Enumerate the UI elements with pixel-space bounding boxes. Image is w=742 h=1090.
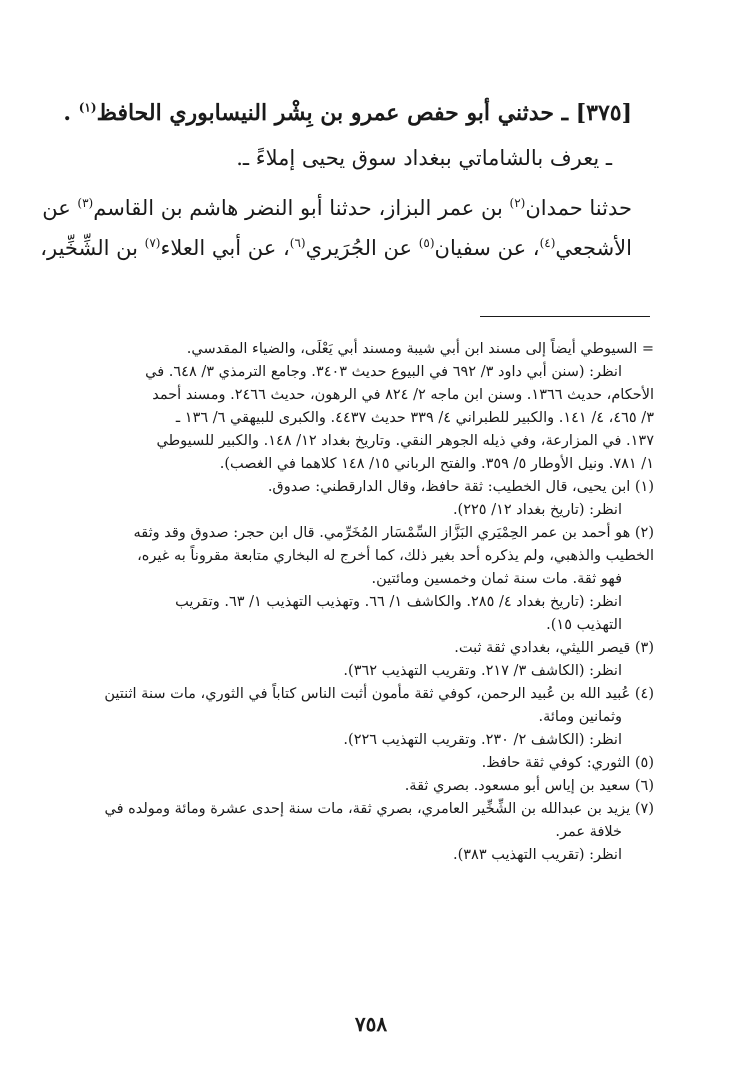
footnote-line: ١٣٧. في المزارعة، وفي ذيله الجوهر النقي. وتاريخ بغداد ١٢/ ١٤٨. والكبير للسيوطي <box>156 433 654 449</box>
heading-text: [٣٧٥] ـ حدثني أبو حفص عمرو بن بِشْر النيسابوري الحافظ <box>96 100 632 126</box>
footnote-line: (٤) عُبيد الله بن عُبيد الرحمن، كوفي ثقة مأمون أثبت الناس كتاباً في الثوري، مات سنة اثنتين <box>104 686 654 702</box>
footnote-ref: (٣) <box>77 196 94 210</box>
footnote-line: انظر: (سنن أبي داود ٣/ ٦٩٢ في البيوع حديث ٣٤٠٣. وجامع الترمذي ٣/ ٦٤٨. في <box>145 364 622 380</box>
body-text: بن عمر البزاز، حدثنا أبو النضر هاشم بن القاسم <box>93 196 510 220</box>
footnote-ref: (٥) <box>418 236 435 250</box>
footnote-line: ٣/ ٤٦٥، ٤/ ١٤١. والكبير للطبراني ٤/ ٣٣٩ حديث ٤٤٣٧. والكبرى للبيهقي ٦/ ١٣٦ ـ <box>175 410 654 426</box>
body-text: عن <box>42 196 78 220</box>
body-text: حدثنا حمدان <box>525 196 632 220</box>
footnote-ref: (٧) <box>144 236 161 250</box>
footnote-line: (٧) يزيد بن عبدالله بن الشِّخِّير العامري، بصري ثقة، مات سنة إحدى عشرة ومائة ومولده في <box>104 801 654 817</box>
heading-footnote-ref: (١) <box>78 100 97 115</box>
footnote-line: انظر: (الكاشف ٣/ ٢١٧. وتقريب التهذيب ٣٦٢). <box>343 663 622 679</box>
footnote-line: الخطيب والذهبي، ولم يذكره أحد بغير ذلك، كما أخرج له البخاري متابعة مقروناً به غيره، <box>137 548 654 564</box>
footnote-line: (٦) سعيد بن إياس أبو مسعود. بصري ثقة. <box>404 778 654 794</box>
page-number: ٧٥٨ <box>354 1012 388 1036</box>
footnote-line: التهذيب ١٥). <box>546 617 622 633</box>
footnote-line: فهو ثقة. مات سنة ثمان وخمسين ومائتين. <box>371 571 622 587</box>
body-text: عن الجُرَيري <box>305 236 419 260</box>
footnotes <box>78 338 654 867</box>
footnote-line: خلافة عمر. <box>555 824 622 840</box>
hadith-subheading: ـ يعرف بالشاماتي ببغداد سوق يحيى إملاءً ـ. <box>236 146 612 170</box>
footnote-line: = السيوطي أيضاً إلى مسند ابن أبي شيبة ومسند أبي يَعْلَى، والضياء المقدسي. <box>186 341 654 357</box>
footnote-line: انظر: (تاريخ بغداد ٤/ ٢٨٥. والكاشف ١/ ٦٦. وتهذيب التهذيب ١/ ٦٣. وتقريب <box>175 594 622 610</box>
body-text: الأشجعي <box>555 236 632 260</box>
footnote-line: (٢) هو أحمد بن عمر الحِمْيَري البَزَّاز السِّمْسَار المُخَرِّمي. قال ابن حجر: صدوق وقد وثقه <box>133 525 654 541</box>
footnote-line: انظر: (تقريب التهذيب ٣٨٣). <box>452 847 622 863</box>
footnote-line: الأحكام، حديث ١٣٦٦. وسنن ابن ماجه ٢/ ٨٢٤ في الرهون، حديث ٢٤٦٦. ومسند أحمد <box>152 387 654 403</box>
hadith-body-line-1 <box>42 196 632 220</box>
footnote-ref: (٦) <box>289 236 306 250</box>
footnote-ref: (٤) <box>539 236 556 250</box>
body-text: ، عن أبي العلاء <box>160 236 290 260</box>
footnote-divider <box>480 316 650 317</box>
footnote-line: (١) ابن يحيى، قال الخطيب: ثقة حافظ، وقال الدارقطني: صدوق. <box>267 479 654 495</box>
footnote-line: ١/ ٧٨١. ونيل الأوطار ٥/ ٣٥٩. والفتح الرباني ١٥/ ١٤٨ كلاهما في الغصب). <box>219 456 654 472</box>
hadith-body-line-2 <box>40 236 632 260</box>
footnote-line: وثمانين ومائة. <box>538 709 622 725</box>
hadith-heading <box>63 100 632 126</box>
body-text: بن الشِّخِّير، <box>40 236 145 260</box>
heading-end: . <box>63 100 79 126</box>
footnote-line: (٣) قيصر الليثي، بغدادي ثقة ثبت. <box>454 640 654 656</box>
footnote-line: (٥) الثوري: كوفي ثقة حافظ. <box>481 755 654 771</box>
footnote-line: انظر: (تاريخ بغداد ١٢/ ٢٢٥). <box>452 502 622 518</box>
footnote-ref: (٢) <box>509 196 526 210</box>
body-text: ، عن سفيان <box>434 236 540 260</box>
footnote-line: انظر: (الكاشف ٢/ ٢٣٠. وتقريب التهذيب ٢٢٦). <box>343 732 622 748</box>
